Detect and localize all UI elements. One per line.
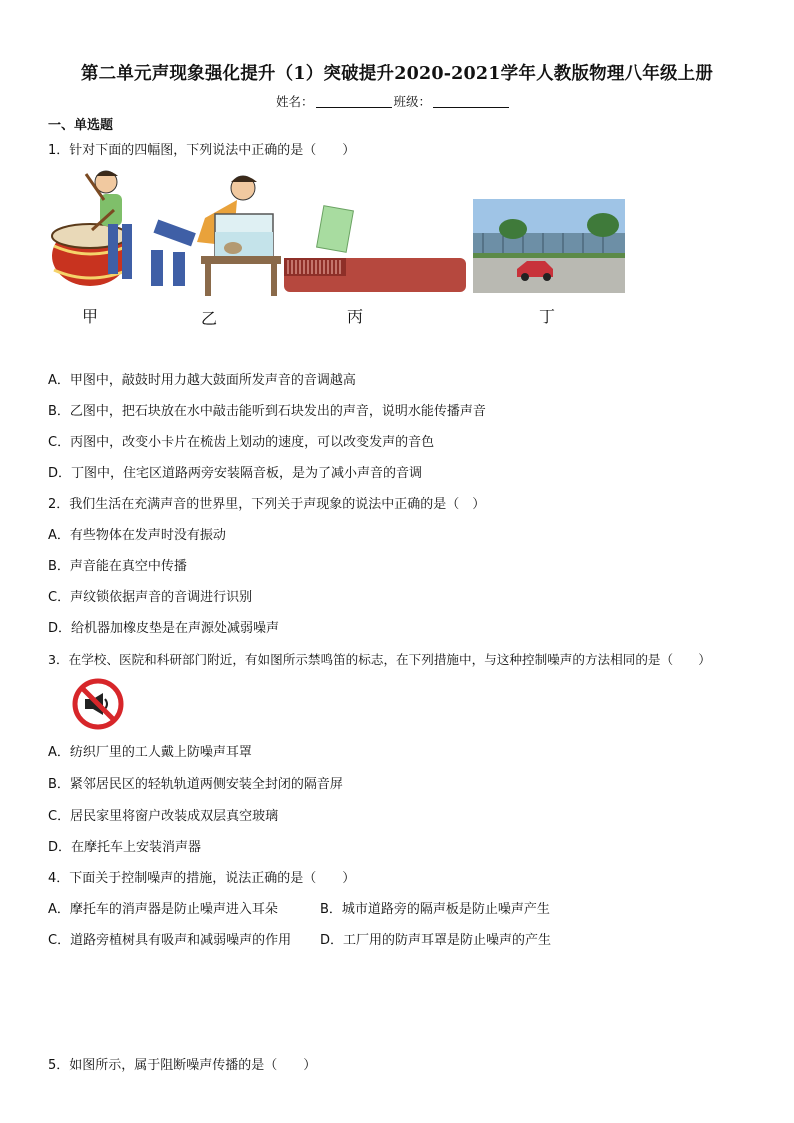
page-title: 第二单元声现象强化提升（1）突破提升2020-2021学年人教版物理八年级上册 — [80, 64, 714, 84]
q4-option-d: D．工厂用的防声耳罩是防止噪声的产生 — [320, 933, 552, 948]
q2-option-d: D．给机器加橡皮垫是在声源处减弱噪声 — [48, 621, 280, 636]
student-info-line — [276, 92, 511, 110]
question-1-stem: 1．针对下面的四幅图，下列说法中正确的是（ ） — [48, 143, 356, 158]
q3-option-b: B．紧邻居民区的轻轨轨道两侧安装全封闭的隔音屏 — [48, 777, 343, 792]
name-label: 姓名： — [276, 94, 314, 109]
name-blank — [316, 95, 392, 108]
figure-label-bing: 丙 — [347, 307, 364, 326]
q4-option-c: C．道路旁植树具有吸声和减弱噪声的作用 — [48, 933, 292, 948]
no-honking-sign-icon — [71, 677, 125, 731]
figure-drum-image — [48, 166, 144, 296]
question-2-stem: 2．我们生活在充满声音的世界里，下列关于声现象的说法中正确的是（ ） — [48, 497, 486, 512]
q3-option-d: D．在摩托车上安装消声器 — [48, 840, 202, 855]
q2-option-a: A．有些物体在发声时没有振动 — [48, 528, 226, 543]
figure-label-yi: 乙 — [201, 309, 218, 328]
q2-option-b: B．声音能在真空中传播 — [48, 559, 187, 574]
class-blank — [433, 95, 509, 108]
question-3-stem: 3．在学校、医院和科研部门附近，有如图所示禁鸣笛的标志，在下列措施中，与这种控制噪声的方法相同的是（ ） — [48, 652, 711, 667]
section-heading: 一、单选题 — [48, 118, 114, 133]
question-4-stem: 4．下面关于控制噪声的措施，说法正确的是（ ） — [48, 871, 356, 886]
q1-option-c: C．丙图中，改变小卡片在梳齿上划动的速度，可以改变发声的音色 — [48, 435, 435, 450]
figure-comb-image — [282, 200, 468, 296]
question-5-stem: 5．如图所示，属于阻断噪声传播的是（ ） — [48, 1058, 317, 1073]
figure-water-tank-image — [145, 172, 283, 298]
q4-option-a: A．摩托车的消声器是防止噪声进入耳朵 — [48, 902, 278, 917]
class-label: 班级： — [393, 94, 432, 109]
figure-road-barrier-image — [473, 199, 625, 293]
q1-option-a: A．甲图中，敲鼓时用力越大鼓面所发声音的音调越高 — [48, 373, 356, 388]
q1-option-b: B．乙图中，把石块放在水中敲击能听到石块发出的声音，说明水能传播声音 — [48, 404, 486, 419]
q1-option-d: D．丁图中，住宅区道路两旁安装隔音板，是为了减小声音的音调 — [48, 466, 423, 481]
q3-option-c: C．居民家里将窗户改装成双层真空玻璃 — [48, 809, 279, 824]
figure-label-ding: 丁 — [539, 307, 556, 326]
q2-option-c: C．声纹锁依据声音的音调进行识别 — [48, 590, 253, 605]
q3-option-a: A．纺织厂里的工人戴上防噪声耳罩 — [48, 745, 252, 760]
q4-option-b: B．城市道路旁的隔声板是防止噪声产生 — [320, 902, 550, 917]
figure-label-jia: 甲 — [82, 307, 99, 326]
